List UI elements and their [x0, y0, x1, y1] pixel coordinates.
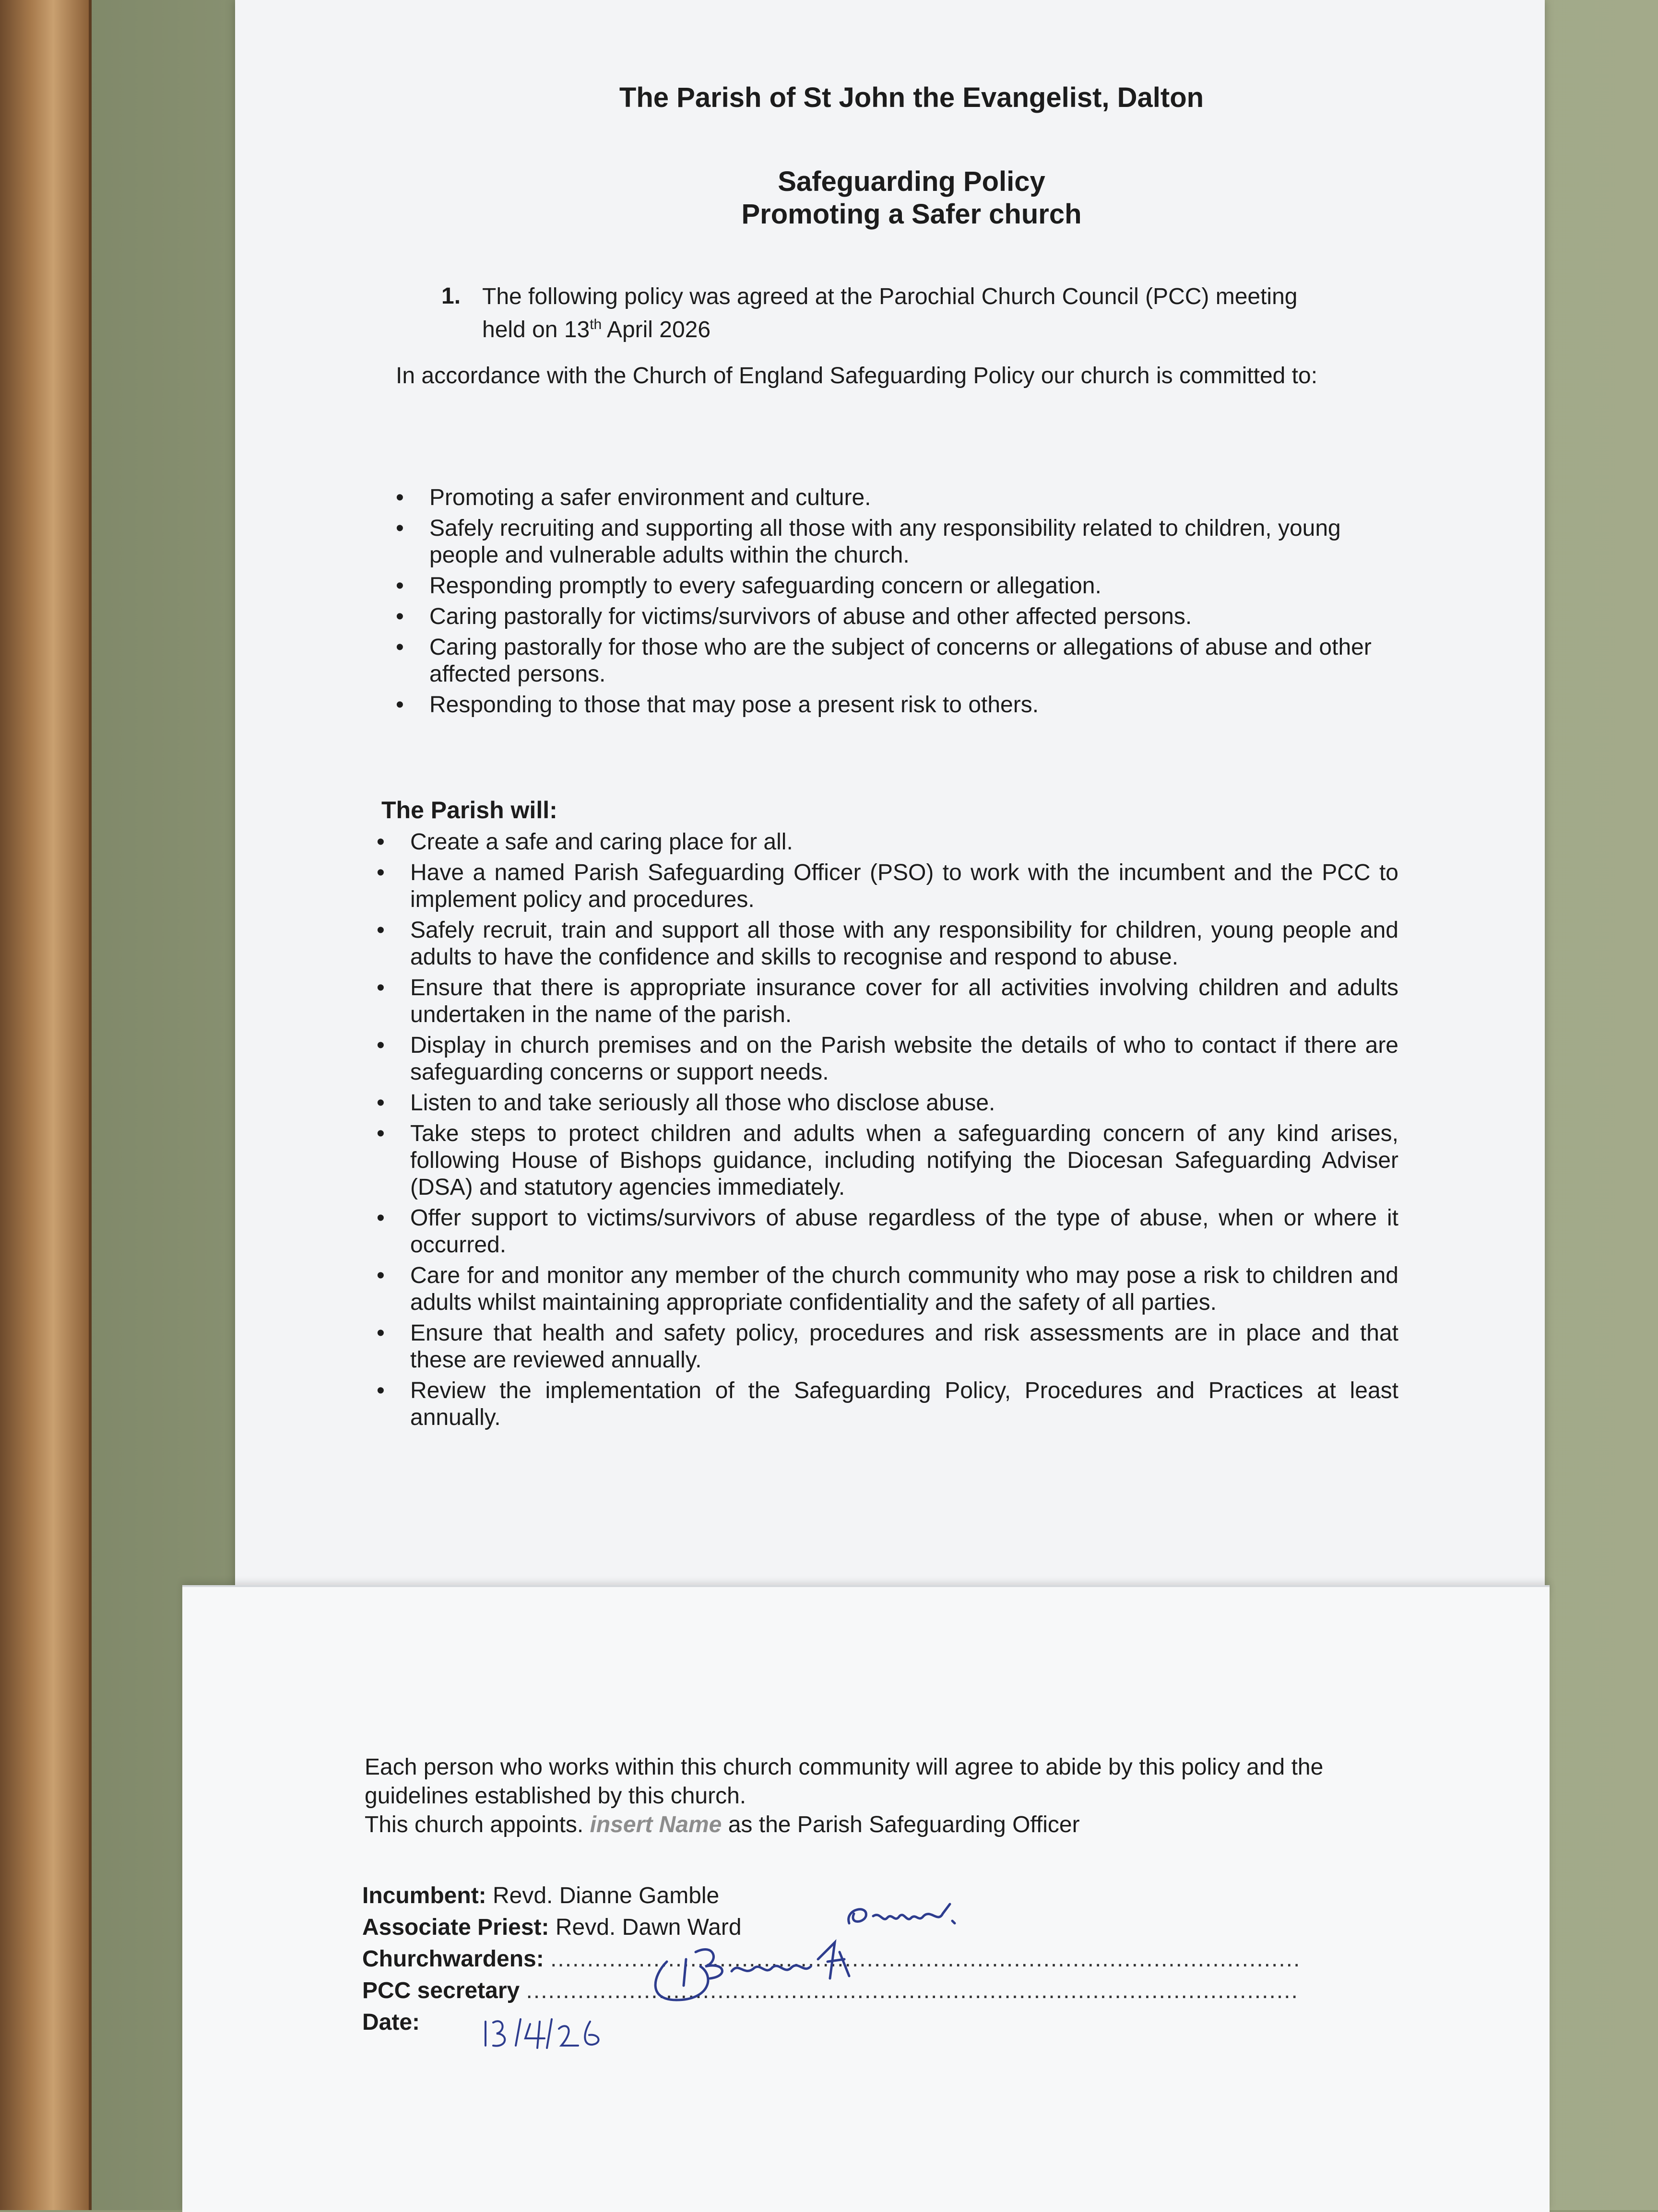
appointment-line [365, 1811, 1401, 1839]
incumbent-name: Revd. Dianne Gamble [493, 1883, 720, 1908]
associate-priest-name: Revd. Dawn Ward [555, 1915, 742, 1940]
churchwardens-label: Churchwardens: [362, 1946, 544, 1972]
parish-will-heading: The Parish will: [381, 797, 557, 824]
agreement-paragraph [365, 1753, 1401, 1839]
agreement-date: April 2026 [602, 317, 711, 342]
policy-title: Safeguarding Policy [778, 166, 1045, 197]
list-item: • Responding promptly to every safeguarding concern or allegation. [396, 573, 1403, 600]
list-item: • Caring pastorally for those who are the subject of concerns or allegations of abuse and other affected persons. [396, 634, 1403, 688]
associate-priest-label: Associate Priest: [362, 1915, 549, 1940]
agreement-text: The following policy was agreed at the Parochial Church Council (PCC) meeting held on 13 [482, 284, 1298, 342]
policy-subtitle: Promoting a Safer church [741, 199, 1082, 230]
name-placeholder: insert Name [590, 1812, 722, 1837]
list-item: • Ensure that health and safety policy, procedures and risk assessments are in place and that these are reviewed annually. [377, 1320, 1398, 1374]
list-item: • Display in church premises and on the Parish website the details of who to contact if there are safeguarding concerns or support needs. [377, 1032, 1398, 1086]
appoints-prefix: This church appoints. [365, 1812, 584, 1837]
list-item: • Safely recruiting and supporting all those with any responsibility related to children, young people and vulnerable adults within the church. [396, 515, 1403, 569]
abide-statement: Each person who works within this church community will agree to abide by this policy and the guidelines established by this church. [365, 1754, 1324, 1809]
list-item: • Care for and monitor any member of the church community who may pose a risk to children and adults whilst maintaining appropriate confidentiality and the safety of all parties. [377, 1262, 1398, 1316]
list-item: • Promoting a safer environment and culture. [396, 484, 1403, 511]
section-number: 1. [441, 283, 461, 309]
list-item: • Offer support to victims/survivors of abuse regardless of the type of abuse, when or where it occurred. [377, 1205, 1398, 1259]
list-item: • Have a named Parish Safeguarding Officer (PSO) to work with the incumbent and the PCC to implement policy and procedures. [377, 859, 1398, 913]
pcc-handwritten-signature [638, 1933, 897, 2014]
parish-will-list [377, 829, 1398, 1435]
list-item: • Caring pastorally for victims/survivors of abuse and other affected persons. [396, 603, 1403, 630]
accordance-paragraph: In accordance with the Church of England Safeguarding Policy our church is committed to: [396, 363, 1318, 388]
list-item: • Safely recruit, train and support all those with any responsibility for children, young people and adults to have the confidence and skills to recognise and respond to abuse. [377, 917, 1398, 971]
agreement-statement [482, 283, 1331, 344]
incumbent-label: Incumbent: [362, 1883, 486, 1908]
pcc-secretary-label: PCC secretary [362, 1978, 520, 2003]
list-item: • Listen to and take seriously all those who disclose abuse. [377, 1090, 1398, 1117]
parish-title: The Parish of St John the Evangelist, Dalton [619, 82, 1204, 113]
date-handwritten [480, 2012, 624, 2055]
churchwardens-signature-line: ...................................................................................................... [550, 1946, 1301, 1972]
list-item: • Responding to those that may pose a present risk to others. [396, 692, 1403, 718]
appoints-suffix: as the Parish Safeguarding Officer [728, 1812, 1080, 1837]
commitments-list [396, 484, 1403, 722]
associate-handwritten-signature [840, 1894, 993, 1938]
date-label: Date: [362, 2010, 420, 2035]
list-item: • Review the implementation of the Safeguarding Policy, Procedures and Practices at least annually. [377, 1377, 1398, 1431]
date-suffix: th [590, 317, 602, 332]
pcc-secretary-signature-line: ......................................................................................................... [526, 1978, 1299, 2003]
wooden-frame [0, 0, 92, 2210]
list-item: • Take steps to protect children and adults when a safeguarding concern of any kind arises, following House of Bishops guidance, including notifying the Diocesan Safeguarding Adviser (DSA) and statutory agencies immediately. [377, 1120, 1398, 1201]
list-item: • Ensure that there is appropriate insurance cover for all activities involving children and adults undertaken in the name of the parish. [377, 975, 1398, 1028]
list-item: • Create a safe and caring place for all. [377, 829, 1398, 856]
policy-heading [480, 165, 1343, 231]
